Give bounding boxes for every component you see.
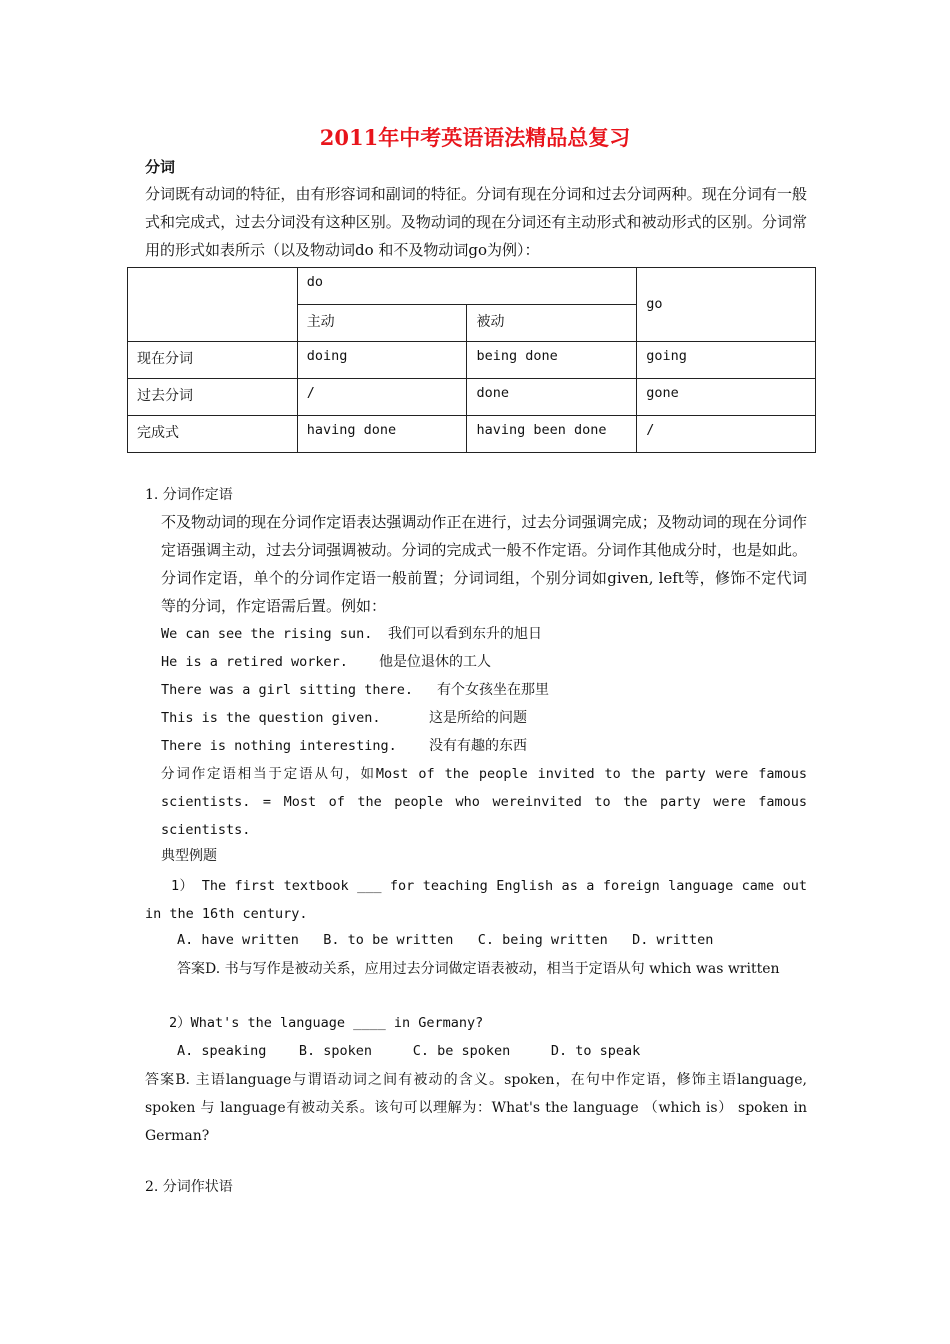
question-2-answer: 答案B. 主语language与谓语动词之间有被动的含义。spoken，在句中作定语，修饰主语language, spoken 与 language有被动关系。该句可以理解为：What's the language （which is） spoken in German? — [145, 1072, 807, 1144]
example-zh: 有个女孩坐在那里 — [437, 682, 549, 698]
question-1-options: A. have written B. to be written C. being written D. written — [177, 932, 714, 948]
table-cell: gone — [637, 379, 816, 416]
question-1: 1） The first textbook ___ for teaching English as a foreign language came out in the 16th century. — [145, 878, 807, 922]
table-row-label: 完成式 — [128, 416, 298, 453]
table-row — [128, 268, 816, 305]
table-header-do: do — [297, 268, 637, 305]
table-cell: doing — [297, 342, 467, 379]
question-2: 2）What's the language ____ in Germany? — [169, 1015, 484, 1031]
table-header-passive: 被动 — [467, 305, 637, 342]
intro-paragraph: 分词既有动词的特征，由有形容词和副词的特征。分词有现在分词和过去分词两种。现在分词有一般式和完成式，过去分词没有这种区别。及物动词的现在分词还有主动形式和被动形式的区别。分词常用的形式如表所示（以及物动词do 和不及物动词go为例）： — [145, 185, 807, 259]
example-en: We can see the rising sun. — [161, 626, 373, 642]
table-header-go: go — [637, 268, 816, 342]
participle-forms-table — [127, 267, 816, 453]
table-cell: / — [637, 416, 816, 453]
question-2-options: A. speaking B. spoken C. be spoken D. to speak — [177, 1043, 641, 1059]
table-cell: done — [467, 379, 637, 416]
table-cell: going — [637, 342, 816, 379]
table-cell: being done — [467, 342, 637, 379]
table-row — [128, 379, 816, 416]
example-zh: 他是位退休的工人 — [379, 654, 491, 670]
example-zh: 这是所给的问题 — [429, 710, 527, 726]
table-cell: / — [297, 379, 467, 416]
typical-examples-heading: 典型例题 — [161, 848, 217, 864]
subsection-heading-adverbial: 2. 分词作状语 — [145, 1179, 233, 1195]
example-zh: 我们可以看到东升的旭日 — [388, 626, 542, 642]
table-row — [128, 342, 816, 379]
table-row — [128, 416, 816, 453]
example-en: There is nothing interesting. — [161, 738, 397, 754]
table-header-active: 主动 — [297, 305, 467, 342]
table-cell-empty — [128, 268, 298, 342]
example-en: He is a retired worker. — [161, 654, 348, 670]
table-cell: having done — [297, 416, 467, 453]
question-1-answer: 答案D. 书与写作是被动关系，应用过去分词做定语表被动，相当于定语从句 which was written — [177, 961, 780, 977]
table-row-label: 过去分词 — [128, 379, 298, 416]
equivalence-note: 分词作定语相当于定语从句，如Most of the people invited to the party were famous scientists. = Most of the people who wereinvited to the party were famous scientists. — [161, 766, 807, 838]
document-title: 2011年中考英语语法精品总复习 — [319, 125, 631, 150]
example-zh: 没有有趣的东西 — [429, 738, 527, 754]
subsection-heading-attributive: 1. 分词作定语 — [145, 487, 233, 503]
section-heading: 分词 — [145, 158, 176, 176]
table-cell: having been done — [467, 416, 637, 453]
example-en: There was a girl sitting there. — [161, 682, 413, 698]
attributive-explanation: 不及物动词的现在分词作定语表达强调动作正在进行，过去分词强调完成；及物动词的现在分词作定语强调主动，过去分词强调被动。分词的完成式一般不作定语。分词作其他成分时，也是如此。分词作定语，单个的分词作定语一般前置；分词词组，个别分词如given, left等，修饰不定代词等的分词，作定语需后置。例如： — [161, 513, 807, 615]
example-en: This is the question given. — [161, 710, 381, 726]
table-row-label: 现在分词 — [128, 342, 298, 379]
